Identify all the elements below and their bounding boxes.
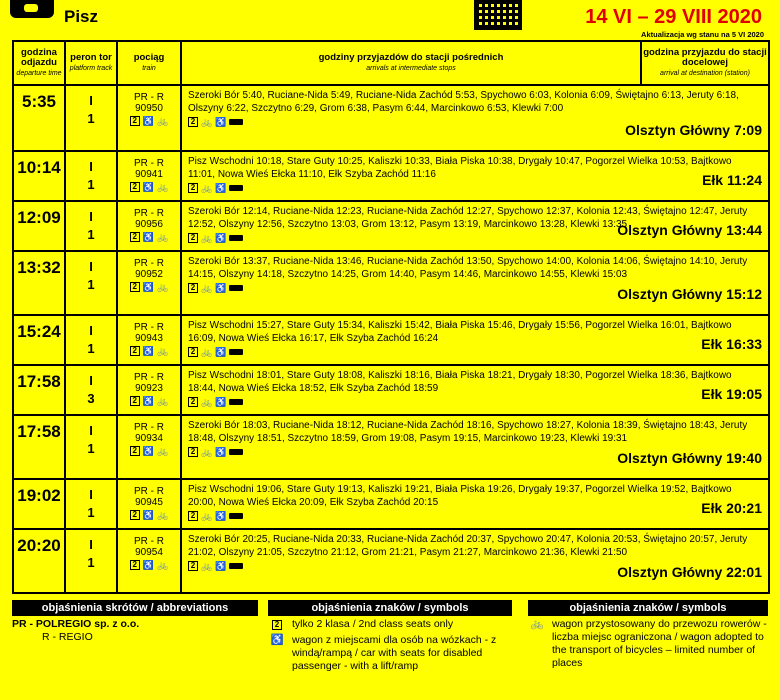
table-row — [13, 85, 769, 151]
train-info — [117, 479, 181, 529]
legend-abbreviations — [12, 600, 258, 644]
legend-sym-wheel: wagon z miejscami dla osób na wózkach - z windą/rampą / car with seats for disabled passenger - with a lift/ramp — [292, 634, 497, 672]
destination-arrival: Olsztyn Główny 13:44 — [617, 221, 762, 238]
bicycle-icon: 🚲 — [201, 560, 213, 571]
destination-arrival: Olsztyn Główny 22:01 — [617, 563, 762, 580]
wheelchair-icon: ♿ — [142, 281, 154, 292]
platform-track — [65, 85, 117, 151]
bus-icon — [229, 285, 243, 291]
platform: I — [89, 259, 93, 274]
second-class-icon: 2 — [188, 447, 198, 457]
destination-arrival: Olsztyn Główny 19:40 — [617, 449, 762, 466]
train-carrier: PR - R — [134, 208, 164, 219]
second-class-icon: 2 — [272, 620, 282, 630]
table-row — [13, 151, 769, 201]
second-class-icon: 2 — [130, 232, 140, 242]
train-info — [117, 415, 181, 479]
destination-arrival: Ełk 19:05 — [701, 385, 762, 402]
wheelchair-icon: ♿ — [215, 282, 227, 293]
platform-track — [65, 529, 117, 593]
bicycle-icon: 🚲 — [201, 182, 213, 193]
platform: I — [89, 159, 93, 174]
legend-sym-class: tylko 2 klasa / 2nd class seats only — [292, 618, 454, 630]
departure-time: 17:58 — [13, 365, 65, 415]
departure-time: 12:09 — [13, 201, 65, 251]
departure-time: 15:24 — [13, 315, 65, 365]
track: 1 — [87, 227, 95, 242]
wheelchair-icon: ♿ — [215, 182, 227, 193]
train-number: 90941 — [135, 169, 163, 180]
bicycle-icon: 🚲 — [201, 116, 213, 127]
second-class-icon: 2 — [188, 511, 198, 521]
train-number: 90934 — [135, 433, 163, 444]
wheelchair-icon: ♿ — [142, 115, 154, 126]
update-note: Aktualizacja wg stanu na 5 VI 2020 — [641, 30, 764, 39]
train-number: 90943 — [135, 333, 163, 344]
stops-cell — [181, 415, 769, 479]
second-class-icon: 2 — [130, 346, 140, 356]
second-class-icon: 2 — [188, 283, 198, 293]
train-symbols — [130, 282, 168, 292]
wheelchair-icon: ♿ — [142, 445, 154, 456]
stops-cell — [181, 85, 769, 151]
table-row — [13, 315, 769, 365]
intermediate-stops: Szeroki Bór 20:25, Ruciane-Nida 20:33, Ruciane-Nida Zachód 20:37, Spychowo 20:47, Kolonia 20:53, Świętajno 20:57, Jeruty 21:02, Olszyny 21:05, Szczytno 21:12, Grom 21:21, Pasym 21:27, Marcinkowo 21:36, Klewki 21:50 — [188, 534, 748, 558]
bus-icon — [229, 185, 243, 191]
table-row — [13, 529, 769, 593]
table-row — [13, 479, 769, 529]
wheelchair-icon: ♿ — [142, 345, 154, 356]
intermediate-stops: Pisz Wschodni 15:27, Stare Guty 15:34, Kaliszki 15:42, Biała Piska 15:46, Drygały 15:56, Pogorzel Wielka 16:01, Bajtkowo 16:09, Nowa Wieś Ełcka 16:17, Ełk Szyba Zachód 16:24 — [188, 320, 732, 344]
legend-symbols-1 — [268, 600, 512, 673]
second-class-icon: 2 — [188, 233, 198, 243]
bicycle-icon: 🚲 — [201, 396, 213, 407]
intermediate-stops: Pisz Wschodni 19:06, Stare Guty 19:13, Kaliszki 19:21, Biała Piska 19:26, Drygały 19:37, Pogorzel Wielka 19:52, Bajtkowo 20:00, Nowa Wieś Ełcka 20:09, Ełk Szyba Zachód 20:15 — [188, 484, 732, 508]
col-stops: godziny przyjazdów do stacji pośrednich arrivals at intermediate stops — [181, 41, 641, 85]
stop-symbols — [188, 561, 243, 571]
second-class-icon: 2 — [130, 446, 140, 456]
bicycle-icon: 🚲 — [201, 346, 213, 357]
track: 1 — [87, 277, 95, 292]
second-class-icon: 2 — [188, 117, 198, 127]
wheelchair-icon: ♿ — [142, 181, 154, 192]
stops-cell — [181, 251, 769, 315]
destination-arrival: Ełk 11:24 — [702, 171, 762, 188]
train-symbols — [130, 116, 168, 126]
wheelchair-icon: ♿ — [142, 395, 154, 406]
legend-abbr-title: objaśnienia skrótów / abbreviations — [12, 600, 258, 616]
intermediate-stops: Szeroki Bór 13:37, Ruciane-Nida 13:46, Ruciane-Nida Zachód 13:50, Spychowo 14:00, Kolonia 14:06, Świętajno 14:10, Jeruty 14:15, Olszyny 14:18, Szczytno 14:25, Grom 14:40, Pasym 14:46, Marcinkowo 14:55, Klewki 15:03 — [188, 256, 748, 280]
bicycle-icon: 🚲 — [157, 395, 169, 406]
stops-cell — [181, 529, 769, 593]
bus-icon — [229, 449, 243, 455]
train-info — [117, 151, 181, 201]
bicycle-icon: 🚲 — [157, 231, 169, 242]
col-train: pociąg train — [117, 41, 181, 85]
departure-time: 17:58 — [13, 415, 65, 479]
train-number: 90923 — [135, 383, 163, 394]
departure-time: 20:20 — [13, 529, 65, 593]
carrier-logo — [10, 0, 54, 18]
second-class-icon: 2 — [130, 116, 140, 126]
track: 1 — [87, 555, 95, 570]
track: 3 — [87, 391, 95, 406]
bicycle-icon: 🚲 — [201, 446, 213, 457]
header — [0, 0, 780, 40]
wheelchair-icon: ♿ — [215, 116, 227, 127]
train-symbols — [130, 232, 168, 242]
second-class-icon: 2 — [130, 510, 140, 520]
train-carrier: PR - R — [134, 486, 164, 497]
bicycle-icon: 🚲 — [157, 345, 169, 356]
track: 1 — [87, 111, 95, 126]
bus-icon — [229, 235, 243, 241]
wheelchair-icon: ♿ — [142, 559, 154, 570]
wheelchair-icon: ♿ — [142, 231, 154, 242]
train-info — [117, 365, 181, 415]
stop-symbols — [188, 283, 243, 293]
platform: I — [89, 537, 93, 552]
second-class-icon: 2 — [188, 561, 198, 571]
departure-time: 5:35 — [13, 85, 65, 151]
track: 1 — [87, 441, 95, 456]
train-number: 90954 — [135, 547, 163, 558]
legend-abbr-carrier: PR - POLREGIO sp. z o.o. — [12, 618, 140, 630]
bus-icon — [229, 399, 243, 405]
bicycle-icon: 🚲 — [157, 115, 169, 126]
train-number: 90950 — [135, 103, 163, 114]
stop-symbols — [188, 233, 243, 243]
second-class-icon: 2 — [188, 347, 198, 357]
timetable — [12, 40, 770, 594]
wheelchair-icon: ♿ — [270, 634, 284, 646]
wheelchair-icon: ♿ — [215, 446, 227, 457]
validity-period: 14 VI – 29 VIII 2020 — [585, 6, 762, 28]
table-row — [13, 251, 769, 315]
departure-time: 19:02 — [13, 479, 65, 529]
legend — [0, 600, 780, 700]
station-name: Pisz — [64, 7, 99, 26]
train-carrier: PR - R — [134, 422, 164, 433]
second-class-icon: 2 — [130, 182, 140, 192]
bicycle-icon: 🚲 — [157, 181, 169, 192]
bus-icon — [229, 513, 243, 519]
train-symbols — [130, 560, 168, 570]
table-row — [13, 201, 769, 251]
stop-symbols — [188, 511, 243, 521]
bicycle-icon: 🚲 — [201, 282, 213, 293]
timetable-header — [13, 41, 769, 85]
train-carrier: PR - R — [134, 258, 164, 269]
track: 1 — [87, 341, 95, 356]
legend-sym-title-1: objaśnienia znaków / symbols — [268, 600, 512, 616]
destination-arrival: Olsztyn Główny 15:12 — [617, 285, 762, 302]
stops-cell — [181, 151, 769, 201]
col-platform: peron tor platform track — [65, 41, 117, 85]
platform: I — [89, 487, 93, 502]
platform-track — [65, 201, 117, 251]
train-symbols — [130, 446, 168, 456]
train-carrier: PR - R — [134, 372, 164, 383]
train-number: 90945 — [135, 497, 163, 508]
platform: I — [89, 323, 93, 338]
wheelchair-icon: ♿ — [215, 510, 227, 521]
stop-symbols — [188, 397, 243, 407]
track: 1 — [87, 177, 95, 192]
second-class-icon: 2 — [130, 396, 140, 406]
bus-icon — [229, 349, 243, 355]
second-class-icon: 2 — [130, 560, 140, 570]
platform: I — [89, 93, 93, 108]
wheelchair-icon: ♿ — [215, 560, 227, 571]
platform: I — [89, 423, 93, 438]
destination-arrival: Ełk 16:33 — [701, 335, 762, 352]
table-row — [13, 365, 769, 415]
platform-track — [65, 479, 117, 529]
train-info — [117, 529, 181, 593]
wheelchair-icon: ♿ — [215, 232, 227, 243]
bicycle-icon: 🚲 — [201, 232, 213, 243]
destination-arrival: Olsztyn Główny 7:09 — [625, 121, 762, 138]
wheelchair-icon: ♿ — [142, 509, 154, 520]
stop-symbols — [188, 183, 243, 193]
train-number: 90952 — [135, 269, 163, 280]
bicycle-icon: 🚲 — [157, 559, 169, 570]
stops-cell — [181, 201, 769, 251]
train-symbols — [130, 346, 168, 356]
train-symbols — [130, 182, 168, 192]
legend-sym-title-2: objaśnienia znaków / symbols — [528, 600, 768, 616]
platform-track — [65, 315, 117, 365]
train-carrier: PR - R — [134, 536, 164, 547]
bicycle-icon: 🚲 — [201, 510, 213, 521]
platform-track — [65, 151, 117, 201]
legend-abbr-r: R - REGIO — [42, 631, 93, 643]
second-class-icon: 2 — [188, 183, 198, 193]
intermediate-stops: Szeroki Bór 12:14, Ruciane-Nida 12:23, Ruciane-Nida Zachód 12:27, Spychowo 12:37, Kolonia 12:43, Świętajno 12:47, Jeruty 12:52, Olszyny 12:56, Szczytno 13:03, Grom 13:12, Pasym 13:19, Marcinkowo 13:28, Klewki 13:35 — [188, 206, 748, 230]
bicycle-icon: 🚲 — [157, 445, 169, 456]
train-number: 90956 — [135, 219, 163, 230]
bus-icon — [229, 119, 243, 125]
departure-time: 13:32 — [13, 251, 65, 315]
departure-time: 10:14 — [13, 151, 65, 201]
stops-cell — [181, 479, 769, 529]
second-class-icon: 2 — [130, 282, 140, 292]
intermediate-stops: Szeroki Bór 18:03, Ruciane-Nida 18:12, Ruciane-Nida Zachód 18:16, Spychowo 18:27, Kolonia 18:39, Świętajno 18:43, Jeruty 18:48, Olszyny 18:51, Szczytno 18:59, Grom 19:08, Pasym 19:15, Marcinkowo 19:23, Klewki 19:31 — [188, 420, 748, 444]
platform: I — [89, 209, 93, 224]
train-carrier: PR - R — [134, 322, 164, 333]
bicycle-icon: 🚲 — [157, 509, 169, 520]
train-symbols — [130, 396, 168, 406]
legend-sym-bike: wagon przystosowany do przewozu rowerów - liczba miejsc ograniczona / wagon adopted to the transport of bicycles – limited number of places — [552, 618, 767, 669]
legend-symbols-2 — [528, 600, 768, 670]
platform-track — [65, 365, 117, 415]
platform: I — [89, 373, 93, 388]
wheelchair-icon: ♿ — [215, 396, 227, 407]
stops-cell — [181, 365, 769, 415]
intermediate-stops: Szeroki Bór 5:40, Ruciane-Nida 5:49, Ruciane-Nida Zachód 5:53, Spychowo 6:03, Kolonia 6:09, Świętajno 6:13, Jeruty 6:18, Olszyny 6:22, Szczytno 6:29, Grom 6:38, Pasym 6:44, Marcinkowo 6:53, Klewki 7:00 — [188, 90, 739, 114]
col-departure: godzina odjazdu departure time — [13, 41, 65, 85]
bicycle-icon: 🚲 — [530, 618, 544, 630]
train-info — [117, 315, 181, 365]
stop-symbols — [188, 117, 243, 127]
train-info — [117, 201, 181, 251]
stop-symbols — [188, 347, 243, 357]
train-carrier: PR - R — [134, 92, 164, 103]
platform-track — [65, 415, 117, 479]
destination-arrival: Ełk 20:21 — [701, 499, 762, 516]
stops-cell — [181, 315, 769, 365]
col-destination: godzina przyjazdu do stacji docelowej arrival at destination (station) — [641, 41, 769, 85]
intermediate-stops: Pisz Wschodni 18:01, Stare Guty 18:08, Kaliszki 18:16, Biała Piska 18:21, Drygały 18:30, Pogorzel Wielka 18:36, Bajtkowo 18:44, Nowa Wieś Ełcka 18:52, Ełk Szyba Zachód 18:59 — [188, 370, 732, 394]
wheelchair-icon: ♿ — [215, 346, 227, 357]
bicycle-icon: 🚲 — [157, 281, 169, 292]
track: 1 — [87, 505, 95, 520]
table-row — [13, 415, 769, 479]
qr-code-icon — [474, 0, 522, 30]
platform-track — [65, 251, 117, 315]
train-carrier: PR - R — [134, 158, 164, 169]
train-symbols — [130, 510, 168, 520]
intermediate-stops: Pisz Wschodni 10:18, Stare Guty 10:25, Kaliszki 10:33, Biała Piska 10:38, Drygały 10:47, Pogorzel Wielka 10:53, Bajtkowo 11:01, Nowa Wieś Ełcka 11:10, Ełk Szyba Zachód 11:16 — [188, 156, 732, 180]
second-class-icon: 2 — [188, 397, 198, 407]
train-info — [117, 85, 181, 151]
train-info — [117, 251, 181, 315]
stop-symbols — [188, 447, 243, 457]
bus-icon — [229, 563, 243, 569]
